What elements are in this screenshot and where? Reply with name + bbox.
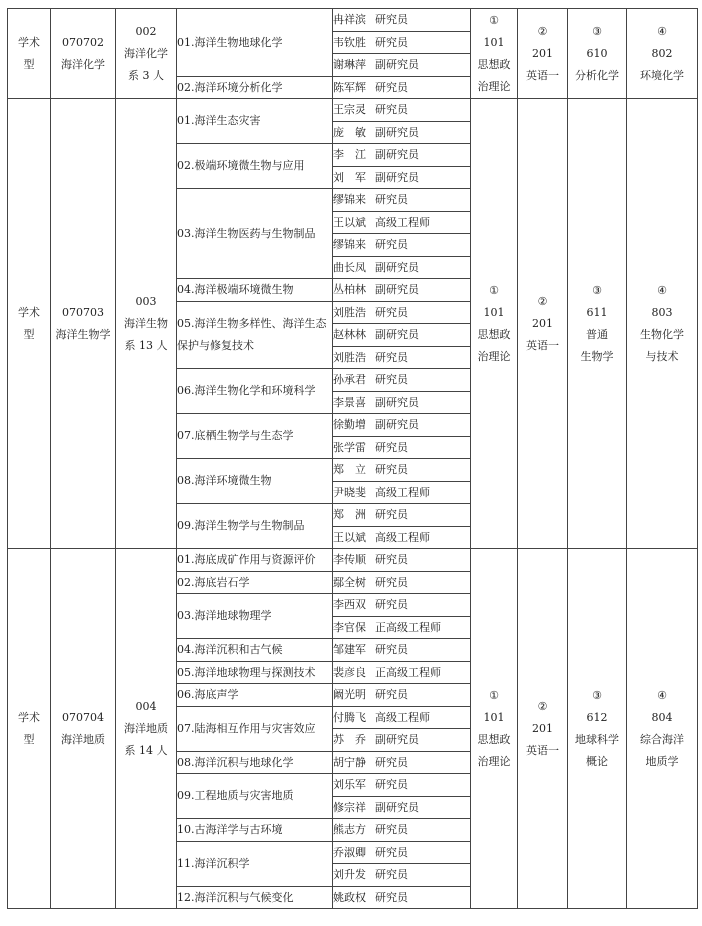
supervisor-cell: [333, 459, 471, 482]
major-cell: [51, 99, 116, 549]
supervisor-cell: [333, 369, 471, 392]
exam-code: 612: [586, 710, 608, 724]
supervisor-name: 乔淑卿: [333, 845, 366, 859]
supervisor-name: 熊志方: [333, 823, 366, 836]
exam-subject-1: [471, 99, 518, 549]
supervisor-title: 副研究员: [375, 260, 419, 274]
exam-name-cont: 治理论: [477, 79, 511, 93]
exam-subject-2: [518, 99, 568, 549]
supervisor-name: 李西双: [333, 598, 366, 611]
exam-code: 802: [651, 46, 673, 60]
supervisor-name: 刘 军: [333, 170, 366, 184]
supervisor-title: 研究员: [375, 598, 408, 611]
exam-name-cont: 治理论: [477, 754, 511, 768]
supervisor-title: 高级工程师: [375, 215, 430, 229]
supervisor-name: 缪锦来: [333, 238, 366, 251]
supervisor-title: 副研究员: [375, 800, 419, 814]
supervisor-cell: [333, 729, 471, 752]
exam-number: ①: [489, 688, 499, 702]
supervisor-cell: [333, 819, 471, 842]
exam-subject-3: [568, 549, 627, 909]
supervisor-name: 付腾飞: [333, 710, 366, 724]
supervisor-cell: [333, 31, 471, 54]
supervisor-name: 徐勤增: [333, 418, 366, 431]
supervisor-cell: [333, 436, 471, 459]
supervisor-name: 张学雷: [333, 440, 366, 454]
degree-type: 学术型: [18, 710, 40, 746]
supervisor-name: 曲长凤: [333, 260, 366, 274]
supervisor-name: 郑 立: [333, 463, 366, 476]
supervisor-name: 李景喜: [333, 395, 366, 409]
supervisor-name: 孙承君: [333, 373, 366, 386]
exam-number: ①: [489, 283, 499, 297]
exam-name: 环境化学: [640, 68, 684, 82]
exam-code: 101: [483, 305, 505, 319]
table-row: [8, 99, 698, 122]
department-quota: 系 3 人: [128, 68, 164, 82]
exam-subject-3: [568, 9, 627, 99]
supervisor-name: 王宗灵: [333, 103, 366, 116]
supervisor-name: 鄢全树: [333, 575, 366, 589]
supervisor-cell: [333, 684, 471, 707]
supervisor-title: 副研究员: [375, 733, 419, 746]
research-direction: 09.工程地质与灾害地质: [177, 774, 333, 819]
supervisor-name: 冉祥滨: [333, 13, 366, 26]
supervisor-title: 研究员: [375, 823, 408, 836]
exam-name-cont: 地质学: [645, 754, 679, 768]
supervisor-title: 研究员: [375, 35, 408, 49]
exam-name: 英语一: [526, 68, 559, 82]
department-cell: [116, 9, 177, 99]
supervisor-title: 研究员: [375, 845, 408, 859]
supervisor-title: 副研究员: [375, 395, 419, 409]
supervisor-cell: [333, 144, 471, 167]
supervisor-cell: [333, 234, 471, 257]
exam-name-cont: 与技术: [645, 349, 679, 363]
exam-code: 803: [651, 305, 673, 319]
supervisor-title: 副研究员: [375, 58, 419, 71]
supervisor-name: 修宗祥: [333, 800, 366, 814]
supervisor-cell: [333, 661, 471, 684]
supervisor-title: 研究员: [375, 193, 408, 206]
exam-subject-4: [627, 549, 698, 909]
supervisor-cell: [333, 279, 471, 302]
exam-number: ②: [537, 699, 548, 713]
research-direction: 04.海洋极端环境微生物: [177, 279, 333, 302]
exam-name: 英语一: [526, 338, 559, 352]
department-code: 004: [135, 699, 157, 713]
supervisor-title: 副研究员: [375, 328, 419, 341]
research-direction: 06.海洋生物化学和环境科学: [177, 369, 333, 414]
supervisor-title: 高级工程师: [375, 530, 430, 544]
exam-name: 英语一: [526, 743, 559, 757]
supervisor-name: 谢琳萍: [333, 58, 366, 71]
major-code: 070704: [62, 710, 104, 724]
supervisor-name: 刘升发: [333, 868, 366, 881]
supervisor-name: 丛柏林: [333, 283, 366, 296]
research-direction: 07.陆海相互作用与灾害效应: [177, 706, 333, 751]
major-cell: [51, 9, 116, 99]
supervisor-cell: [333, 706, 471, 729]
department-name: 海洋化学: [124, 46, 168, 60]
admissions-table: [7, 8, 698, 909]
exam-name: 普通: [586, 327, 608, 341]
table-row: [8, 549, 698, 572]
supervisor-cell: [333, 639, 471, 662]
supervisor-name: 王以斌: [333, 530, 366, 544]
exam-number: ②: [537, 294, 548, 308]
supervisor-name: 郑 洲: [333, 508, 366, 521]
degree-type: 学术型: [18, 305, 40, 341]
research-direction: 11.海洋沉积学: [177, 841, 333, 886]
exam-name: 综合海洋: [640, 732, 684, 746]
supervisor-name: 陈军辉: [333, 80, 366, 94]
supervisor-name: 胡宁静: [333, 755, 366, 769]
supervisor-title: 研究员: [375, 103, 408, 116]
degree-type-cell: [8, 9, 51, 99]
supervisor-title: 研究员: [375, 463, 408, 476]
research-direction: 06.海底声学: [177, 684, 333, 707]
supervisor-title: 研究员: [375, 373, 408, 386]
research-direction: 07.底栖生物学与生态学: [177, 414, 333, 459]
research-direction: 05.海洋生物多样性、海洋生态保护与修复技术: [177, 301, 333, 369]
supervisor-title: 研究员: [375, 238, 408, 251]
research-direction: 09.海洋生物学与生物制品: [177, 504, 333, 549]
research-direction: 02.极端环境微生物与应用: [177, 144, 333, 189]
research-direction: 12.海洋沉积与气候变化: [177, 886, 333, 909]
department-cell: [116, 99, 177, 549]
supervisor-cell: [333, 54, 471, 77]
supervisor-title: 研究员: [375, 575, 408, 589]
supervisor-title: 研究员: [375, 350, 408, 364]
supervisor-name: 庞 敏: [333, 125, 366, 139]
supervisor-cell: [333, 166, 471, 189]
supervisor-cell: [333, 751, 471, 774]
department-code: 003: [135, 294, 157, 308]
supervisor-title: 研究员: [375, 890, 408, 904]
supervisor-title: 研究员: [375, 688, 408, 701]
department-cell: [116, 549, 177, 909]
exam-name: 地球科学: [575, 732, 619, 746]
supervisor-title: 正高级工程师: [375, 665, 441, 679]
research-direction: 01.海洋生态灾害: [177, 99, 333, 144]
exam-code: 610: [586, 46, 608, 60]
degree-type: 学术型: [18, 35, 40, 71]
supervisor-cell: [333, 796, 471, 819]
research-direction: 08.海洋环境微生物: [177, 459, 333, 504]
department-quota: 系 13 人: [124, 338, 168, 352]
exam-number: ③: [592, 283, 602, 297]
supervisor-title: 研究员: [375, 755, 408, 769]
department-name: 海洋地质: [124, 721, 168, 735]
major-code: 070702: [62, 35, 104, 49]
exam-name: 分析化学: [575, 68, 619, 82]
supervisor-cell: [333, 256, 471, 279]
supervisor-cell: [333, 549, 471, 572]
supervisor-cell: [333, 391, 471, 414]
supervisor-title: 研究员: [375, 778, 408, 791]
major-code: 070703: [62, 305, 104, 319]
supervisor-cell: [333, 481, 471, 504]
supervisor-name: 姚政权: [333, 890, 366, 904]
exam-number: ④: [657, 688, 667, 702]
supervisor-name: 李官保: [333, 620, 366, 634]
supervisor-title: 研究员: [375, 440, 408, 454]
supervisor-cell: [333, 189, 471, 212]
research-direction: 03.海洋地球物理学: [177, 594, 333, 639]
supervisor-title: 副研究员: [375, 418, 419, 431]
exam-subject-4: [627, 99, 698, 549]
supervisor-title: 研究员: [375, 643, 408, 656]
supervisor-title: 高级工程师: [375, 710, 430, 724]
exam-subject-1: [471, 549, 518, 909]
supervisor-title: 研究员: [375, 80, 408, 94]
research-direction: 02.海底岩石学: [177, 571, 333, 594]
supervisor-title: 研究员: [375, 13, 408, 26]
supervisor-title: 研究员: [375, 305, 408, 319]
exam-number: ④: [657, 24, 667, 38]
supervisor-name: 阚光明: [333, 688, 366, 701]
supervisor-name: 苏 乔: [333, 733, 366, 746]
supervisor-name: 裴彦良: [333, 665, 366, 679]
exam-code: 804: [651, 710, 673, 724]
supervisor-name: 刘乐军: [333, 778, 366, 791]
table-body: [8, 9, 698, 909]
supervisor-name: 李 江: [333, 148, 366, 161]
supervisor-title: 高级工程师: [375, 485, 430, 499]
exam-name: 生物化学: [640, 327, 684, 341]
exam-subject-4: [627, 9, 698, 99]
supervisor-cell: [333, 571, 471, 594]
research-direction: 01.海洋生物地球化学: [177, 9, 333, 77]
major-name: 海洋地质: [61, 732, 105, 746]
research-direction: 01.海底成矿作用与资源评价: [177, 549, 333, 572]
supervisor-title: 副研究员: [375, 170, 419, 184]
supervisor-title: 副研究员: [375, 125, 419, 139]
supervisor-name: 赵林林: [333, 328, 366, 341]
exam-code: 611: [586, 305, 608, 319]
supervisor-cell: [333, 121, 471, 144]
supervisor-title: 正高级工程师: [375, 620, 441, 634]
exam-name-cont: 概论: [586, 754, 608, 768]
supervisor-cell: [333, 841, 471, 864]
research-direction: 05.海洋地球物理与探测技术: [177, 661, 333, 684]
supervisor-cell: [333, 414, 471, 437]
research-direction: 03.海洋生物医药与生物制品: [177, 189, 333, 279]
department-code: 002: [135, 24, 157, 38]
exam-code: 101: [483, 710, 505, 724]
exam-code: 201: [532, 46, 553, 60]
exam-number: ③: [592, 688, 602, 702]
supervisor-name: 缪锦来: [333, 193, 366, 206]
research-direction: 10.古海洋学与古环境: [177, 819, 333, 842]
major-name: 海洋化学: [61, 57, 105, 71]
supervisor-name: 李传顺: [333, 553, 366, 566]
exam-subject-1: [471, 9, 518, 99]
supervisor-title: 研究员: [375, 868, 408, 881]
exam-name-cont: 治理论: [477, 349, 511, 363]
exam-subject-2: [518, 549, 568, 909]
table-row: [8, 9, 698, 32]
supervisor-name: 王以斌: [333, 215, 366, 229]
major-name: 海洋生物学: [55, 327, 111, 341]
exam-name-cont: 生物学: [580, 349, 614, 363]
exam-name: 思想政: [477, 327, 511, 341]
exam-code: 201: [532, 721, 553, 735]
research-direction: 02.海洋环境分析化学: [177, 76, 333, 99]
degree-type-cell: [8, 99, 51, 549]
exam-number: ④: [657, 283, 667, 297]
supervisor-cell: [333, 886, 471, 909]
exam-name: 思想政: [477, 732, 511, 746]
exam-number: ①: [489, 13, 499, 27]
exam-subject-3: [568, 99, 627, 549]
exam-code: 101: [483, 35, 505, 49]
supervisor-name: 韦钦胜: [333, 35, 366, 49]
supervisor-title: 研究员: [375, 508, 408, 521]
supervisor-name: 尹晓斐: [333, 485, 366, 499]
supervisor-cell: [333, 76, 471, 99]
exam-number: ③: [592, 24, 602, 38]
supervisor-cell: [333, 346, 471, 369]
research-direction: 08.海洋沉积与地球化学: [177, 751, 333, 774]
exam-subject-2: [518, 9, 568, 99]
supervisor-cell: [333, 9, 471, 32]
supervisor-cell: [333, 324, 471, 347]
degree-type-cell: [8, 549, 51, 909]
exam-code: 201: [532, 316, 553, 330]
major-cell: [51, 549, 116, 909]
supervisor-cell: [333, 526, 471, 549]
supervisor-cell: [333, 301, 471, 324]
supervisor-title: 研究员: [375, 553, 408, 566]
supervisor-name: 刘胜浩: [333, 350, 366, 364]
supervisor-cell: [333, 99, 471, 122]
exam-number: ②: [537, 24, 548, 38]
supervisor-cell: [333, 774, 471, 797]
supervisor-cell: [333, 504, 471, 527]
research-direction: 04.海洋沉积和古气候: [177, 639, 333, 662]
supervisor-cell: [333, 594, 471, 617]
supervisor-cell: [333, 211, 471, 234]
supervisor-name: 刘胜浩: [333, 305, 366, 319]
supervisor-title: 副研究员: [375, 148, 419, 161]
supervisor-cell: [333, 616, 471, 639]
exam-name: 思想政: [477, 57, 511, 71]
supervisor-title: 副研究员: [375, 283, 419, 296]
department-quota: 系 14 人: [124, 743, 168, 757]
supervisor-cell: [333, 864, 471, 887]
department-name: 海洋生物: [124, 316, 168, 330]
supervisor-name: 邹建军: [333, 643, 366, 656]
